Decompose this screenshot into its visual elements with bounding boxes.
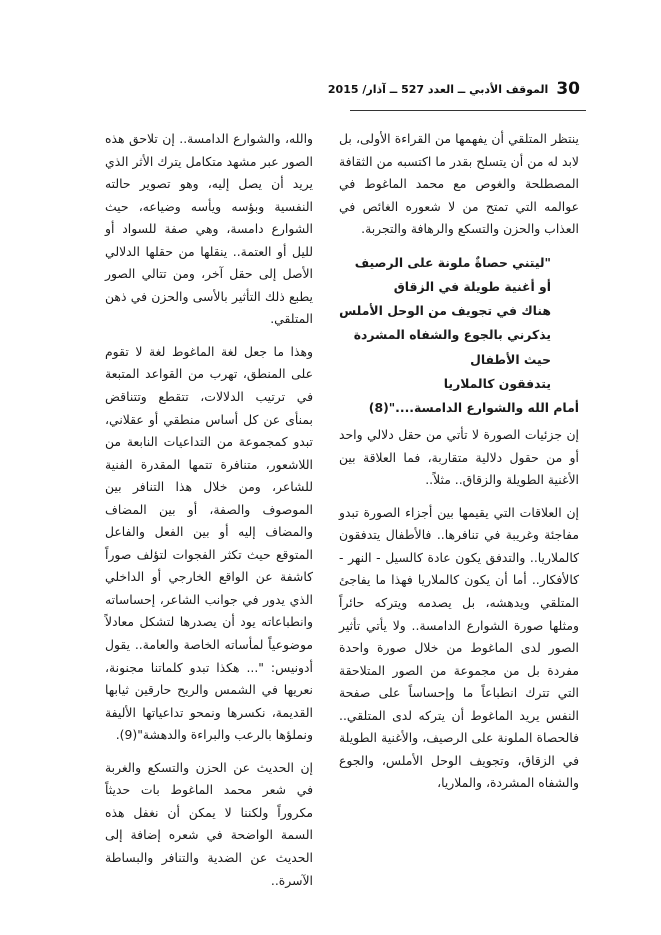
header-rule bbox=[350, 110, 586, 111]
poem-line: "ليتني حصاةٌ ملونة على الرصيف bbox=[354, 254, 551, 270]
paragraph: والله، والشوارع الدامسة.. إن تلاحق هذه الصور عبر مشهد متكامل يترك الأثر الذي يريد أن يصل إليه، وهو تصوير حالته النفسية وبؤسه ويأسه وضياعه، حيث الشوارع دامسة، وهي صفة للسواد أو لليل أو العتمة.. ينقلها من حقلها الدلالي الأصل إلى حقل آخر، ومن تتالي الصور يطبع ذلك التأثير بالأسى والحزن في ذهن المتلقي. bbox=[105, 131, 313, 327]
poem-line: يتدفقون كالملاريا bbox=[443, 375, 551, 391]
running-title: الموقف الأدبي ــ العدد 527 ــ آذار/ 2015 bbox=[327, 82, 549, 96]
poem-line: حيث الأطفال bbox=[470, 351, 551, 367]
poem-excerpt bbox=[339, 251, 579, 420]
right-column bbox=[339, 128, 579, 805]
paragraph: ينتظر المتلقي أن يفهمها من القراءة الأولى، بل لابد له من أن يتسلح بقدر ما اكتسبه من الثقافة المصطلحة والغوص مع محمد الماغوط في عوالمه التي تمتح من لا شعوره الغائص في العذاب والحزن والتسكع والرهافة والتجربة. bbox=[339, 131, 579, 237]
page-header bbox=[327, 70, 580, 108]
poem-line: يذكرني بالجوع والشفاه المشردة bbox=[353, 327, 551, 343]
paragraph: وهذا ما جعل لغة الماغوط لغة لا تقوم على المنطق، تهرب من القواعد المتبعة في ترتيب الدلالات، تتقطع وتتناقض بمنأى عن كل أساس منطقي أو عقلاني، تبدو كمجموعة من التداعيات النابعة من اللاشعور، متنافرة تتمها المقدرة الفنية للشاعر، ومن خلال هذا التنافر بين الموصوف والصفة، أو بين المضاف والمضاف إليه أو بين الفعل والفاعل المتوقع حيث تكثر الفجوات لتؤلف صوراً كاشفة عن الواقع الخارجي أو الداخلي الذي يدور في جوانب الشاعر، إحساساته وانطباعاته يود أن يصدرها لتشكل معادلاً موضوعياً لمأساته الخاصة والعامة.. يقول أدونيس: "... هكذا تبدو كلماتنا مجنونة، نعريها في الشمس والريح حارقين ثيابها القديمة، نكسرها ونمحو تداعياتها الأليفة ونملؤها بالرعب والبراءة والدهشة"(9). bbox=[105, 343, 313, 743]
poem-line: أمام الله والشوارع الدامسة...."(8) bbox=[368, 399, 579, 415]
paragraph: إن جزئيات الصورة لا تأتي من حقل دلالي واحد أو من حقول دلالية متقاربة، فما العلاقة بين الأغنية الطويلة والزقاق.. مثلاً.. bbox=[339, 427, 579, 488]
poem-line: هناك في تجويف من الوحل الأملس bbox=[339, 303, 551, 319]
paragraph: إن الحديث عن الحزن والتسكع والغربة في شعر محمد الماغوط بات حديثاً مكروراً ولكننا لا يمكن أن نغفل هذه السمة الواضحة في شعره إضافة إلى الحديث عن الضدية والتنافر والبساطة الآسرة.. bbox=[105, 759, 313, 888]
paragraph: إن العلاقات التي يقيمها بين أجزاء الصورة تبدو مفاجئة وغريبة في تنافرها.. فالأطفال يتدفقون كالملاريا.. والتدفق يكون عادة كالسيل - النهر - كالأفكار.. أما أن يكون كالملاريا فهذا ما يفاجئ المتلقي ويدهشه، بل يصدمه ويتركه حائراً ومثلها صورة الشوارع الدامسة.. ولا يأتي تأثير الصور لدى الماغوط من خلال صورة واحدة مفردة بل من مجموعة من الصور المتلاحقة التي تترك انطباعاً ما وإحساساً على صفحة النفس يريد الماغوط أن يتركه لدى المتلقي.. فالحصاة الملونة على الرصيف، والأغنية الطويلة في الزقاق، وتجويف الوحل الأملس، والجوع والشفاه المشردة، والملاريا، bbox=[339, 504, 579, 791]
poem-line: أو أغنية طويلة في الزقاق bbox=[393, 278, 551, 294]
page-number: 30 bbox=[556, 79, 580, 99]
left-column bbox=[105, 128, 313, 902]
